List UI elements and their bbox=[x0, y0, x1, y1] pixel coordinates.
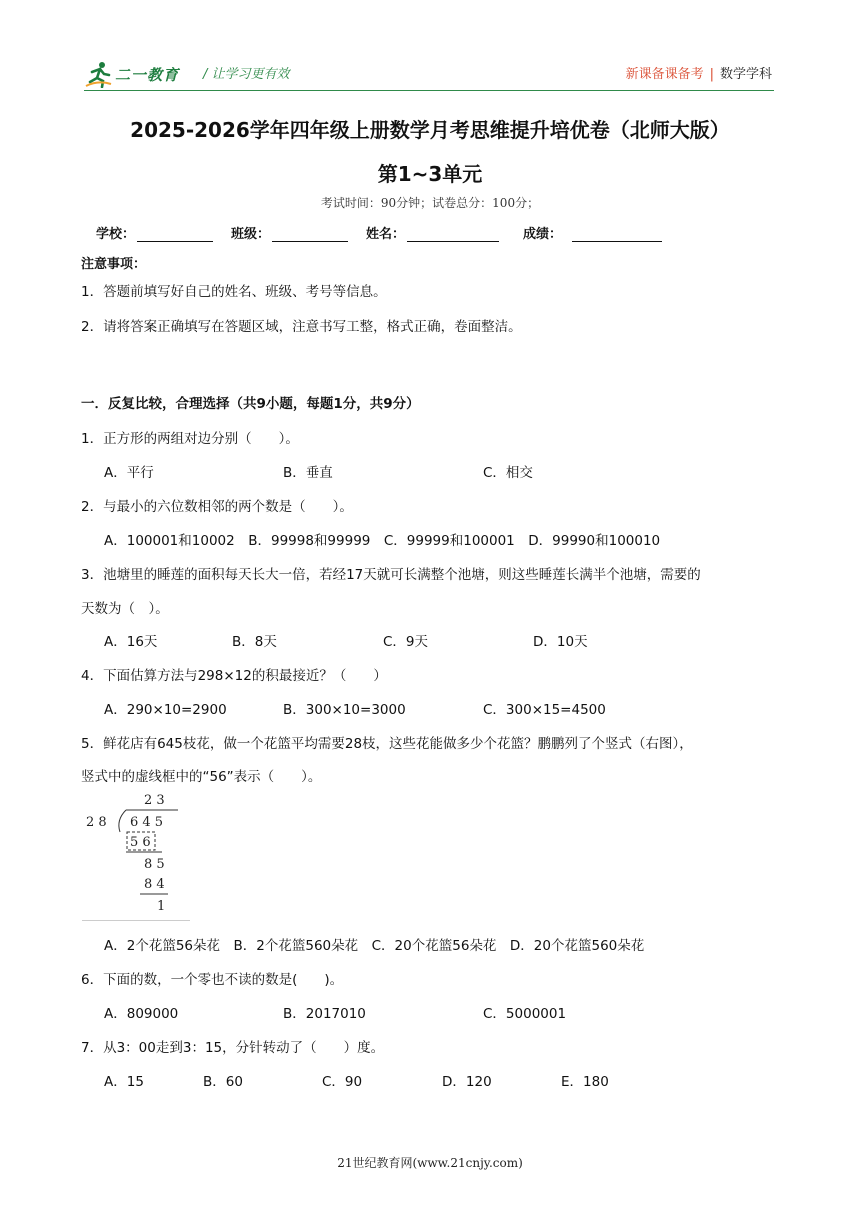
q4-option-a: A．290×10=2900 bbox=[104, 702, 227, 718]
note-item: 2．请将答案正确填写在答题区域，注意书写工整，格式正确，卷面整洁。 bbox=[81, 319, 522, 335]
division-step-1: 5 6 bbox=[130, 835, 151, 850]
q2-options: A．100001和10002 B．99998和99999 C．99999和100001 D．99990和100010 bbox=[104, 533, 661, 549]
name-field[interactable] bbox=[366, 223, 499, 242]
class-label: 班级： bbox=[231, 227, 271, 242]
logo-text: 二一教育 bbox=[115, 66, 180, 84]
q3-option-a: A．16天 bbox=[104, 634, 158, 650]
name-blank[interactable] bbox=[407, 227, 499, 242]
q1-option-b: B．垂直 bbox=[283, 465, 333, 481]
class-field[interactable] bbox=[231, 223, 348, 242]
page-title: 2025-2026学年四年级上册数学月考思维提升培优卷（北师大版） bbox=[130, 118, 730, 142]
footer: 21世纪教育网(www.21cnjy.com) bbox=[337, 1156, 523, 1170]
student-info-fields bbox=[96, 223, 680, 242]
score-label: 成绩： bbox=[523, 227, 563, 242]
q6-option-b: B．2017010 bbox=[283, 1006, 366, 1022]
question-6-stem: 6．下面的数，一个零也不读的数是( )。 bbox=[81, 972, 344, 988]
question-3-stem: 3．池塘里的睡莲的面积每天长大一倍，若经17天就可长满整个池塘，则这些睡莲长满半个池塘，需要的 bbox=[81, 567, 701, 583]
division-divisor: 2 8 bbox=[86, 815, 107, 830]
figure-divider bbox=[82, 920, 190, 921]
division-remainder: 1 bbox=[157, 899, 166, 914]
division-bracket bbox=[119, 810, 126, 832]
q7-option-d: D．120 bbox=[442, 1074, 492, 1090]
header-separator: | bbox=[709, 67, 714, 82]
header-divider bbox=[84, 90, 774, 91]
header-subject: 数学学科 bbox=[719, 67, 772, 82]
q7-option-c: C．90 bbox=[322, 1074, 363, 1090]
q4-option-b: B．300×10=3000 bbox=[283, 702, 406, 718]
q5-options: A．2个花篮56朵花 B．2个花篮560朵花 C．20个花篮56朵花 D．20个花篮560朵花 bbox=[104, 938, 645, 954]
question-4-stem: 4．下面估算方法与298×12的积最接近？（ ） bbox=[81, 668, 387, 684]
school-field[interactable] bbox=[96, 223, 213, 242]
q3-option-d: D．10天 bbox=[533, 634, 588, 650]
q6-option-a: A．809000 bbox=[104, 1006, 179, 1022]
running-person-logo-icon bbox=[84, 60, 112, 88]
long-division-figure bbox=[82, 788, 192, 920]
division-dividend: 6 4 5 bbox=[130, 815, 164, 830]
note-item: 1．答题前填写好自己的姓名、班级、考号等信息。 bbox=[81, 284, 387, 300]
division-step-2: 8 5 bbox=[144, 857, 165, 872]
exam-info: 考试时间：90分钟；试卷总分：100分； bbox=[320, 196, 540, 210]
q7-option-e: E．180 bbox=[561, 1074, 609, 1090]
question-5-stem-cont: 竖式中的虚线框中的“56”表示（ ）。 bbox=[81, 769, 322, 785]
page-subtitle: 第1~3单元 bbox=[377, 162, 483, 186]
header-right bbox=[626, 63, 772, 82]
question-2-stem: 2．与最小的六位数相邻的两个数是（ ）。 bbox=[81, 499, 353, 515]
notes-title: 注意事项： bbox=[81, 257, 147, 272]
school-label: 学校： bbox=[96, 227, 136, 242]
q3-option-b: B．8天 bbox=[232, 634, 277, 650]
q1-option-c: C．相交 bbox=[483, 465, 533, 481]
question-1-stem: 1．正方形的两组对边分别（ ）。 bbox=[81, 431, 299, 447]
q3-option-c: C．9天 bbox=[383, 634, 429, 650]
school-blank[interactable] bbox=[137, 227, 213, 242]
class-blank[interactable] bbox=[272, 227, 348, 242]
question-3-stem-cont: 天数为（ ）。 bbox=[81, 601, 169, 617]
section-heading: 一．反复比较，合理选择（共9小题，每题1分，共9分） bbox=[81, 396, 420, 412]
header-right-label: 新课备课备考 bbox=[625, 67, 704, 82]
q1-option-a: A．平行 bbox=[104, 465, 154, 481]
q6-option-c: C．5000001 bbox=[483, 1006, 567, 1022]
score-field[interactable] bbox=[523, 223, 662, 242]
question-7-stem: 7．从3：00走到3：15，分针转动了（ ）度。 bbox=[81, 1040, 385, 1056]
slogan: / 让学习更有效 bbox=[203, 67, 290, 82]
q7-option-a: A．15 bbox=[104, 1074, 144, 1090]
score-blank[interactable] bbox=[572, 227, 662, 242]
name-label: 姓名： bbox=[366, 227, 406, 242]
division-step-3: 8 4 bbox=[144, 877, 165, 892]
q4-option-c: C．300×15=4500 bbox=[483, 702, 606, 718]
question-5-stem: 5．鲜花店有645枝花，做一个花篮平均需要28枝，这些花能做多少个花篮？鹏鹏列了个竖式（右图）， bbox=[81, 736, 693, 752]
q7-option-b: B．60 bbox=[203, 1074, 243, 1090]
division-quotient: 2 3 bbox=[144, 793, 165, 808]
